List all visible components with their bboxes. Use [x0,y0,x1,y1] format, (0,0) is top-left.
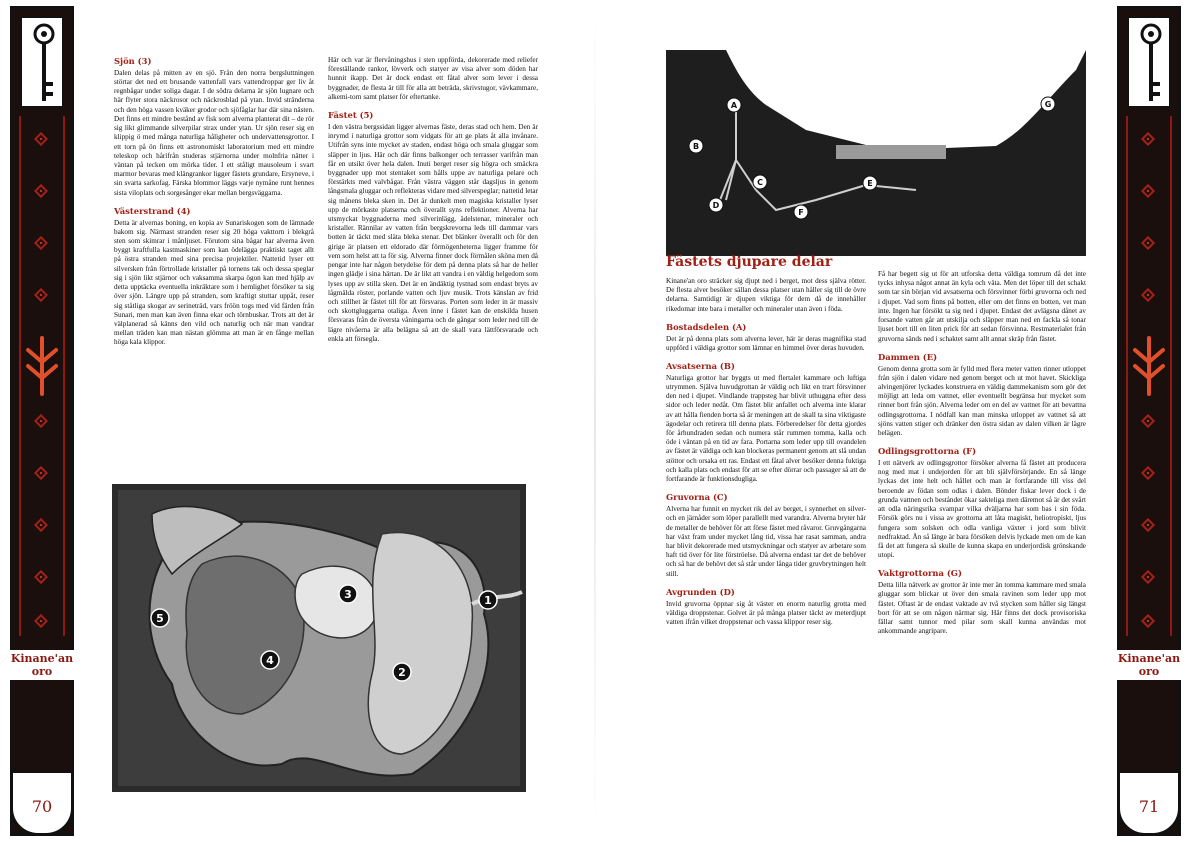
map-marker-f [794,205,808,219]
section-paragraph: Detta är alvernas boning, en kopia av Sunariskogen som de lämnade bakom sig. Närmast stranden reser sig 20 höga vakttorn i blekgrå sten som skimrar i månljuset. Förutom sina bågar har alverna även byggt kraftfulla kastmaskiner som kan ödelägga praktiskt taget allt på östra stranden med sina precisa projektiler. Nattetid lyser ett silversken från förtrollade kristaller på tornens tak och dessa speglar sig i sjön likt stjärnor och vaksamma skarpa ögon kan med hjälp av detta upptäcka eventuella inkräktare som i hemlighet försöker ta sig över sjön. Längre upp på stranden, som kraftigt stuttar uppåt, reser sig ståtliga skogar av serineträd, vars fröön togs med vid färden från Sunari, men man kan även finna ekar och törnbuskar. Trots att det är välplanerad så känns den vild och naturlig och när man vandrar mellan träden kan man nästan glömma att man är en fånge mellan höga kala klippor. [114,218,314,347]
map-marker-label: B [692,142,700,151]
key-icon [32,22,56,106]
right-page-column-1 [666,254,866,630]
section-heading: Odlingsgrottorna (F) [878,446,977,457]
section-heading: Vaktgrottorna (G) [878,568,962,579]
section-heading: Avgrunden (D) [666,586,735,597]
rune-icon [22,336,62,396]
diamond-ornament-icon [1141,466,1155,480]
diamond-ornament-icon [34,414,48,428]
diamond-ornament-icon [34,236,48,250]
right-page-column-2 [878,270,1086,639]
key-emblem [1127,16,1171,108]
map-marker-g [1041,97,1055,111]
cross-section-map [666,50,1086,256]
intro-paragraph: Här och var är flervåningshus i sten uppförda, dekorerade med reliefer föreställande rankor, lövverk och statyer av visa alver som döden har hunnit ikapp. Det är dock endast ett fåtal alver som lever i dessa byggnader, de flesta är till för alla att beträda, skrivstugor, vävkammare, alkemi-torn samt platser för eftertanke. [328,56,538,101]
section-heading: Bostadsdelen (A) [666,321,747,332]
running-title: Kinane'an oro [0,650,84,680]
page-number-box [1117,770,1181,836]
map-marker-5 [151,609,169,627]
section-paragraph: Dalen delas på mitten av en sjö. Från den norra bergsluttningen störtar det ned ett brusande vattenfall vars vattendroppar ger liv åt regnbågar under soliga dagar. I de södra delarna är sjön lugnare och här flyter stora näckrosor och näckrosblad på ytan. Invid stränderna och den höga vassen kväker grodor och sjöfåglar har där sina nästen. Det finns ett mindre bestånd av fisk som alverna planterat dit – de rör sig likt glimmande silverpilar strax under ytan. Ur sjön reser sig en klippig ö med många naturliga håligheter och undervattensgrottor. I ett torn på ön finns ett astronomiskt laboratorium med ett mindre teleskop och hårifrån studeras stjärnorna under molnfria nätter i väntan på tecken om mörka tider. I ett ståligt mausoleum i svart marmor bevaras med klängrankor ligger fästets grundare, Ersyneve, i sin svarta sarkofag. Färska blommor läggs varje nymåne runt hennes sista viloplats och sorgesånger ekar mellan bergsväggarna. [114,68,314,197]
left-page-column-1 [114,56,314,351]
diamond-ornament-icon [34,288,48,302]
section-heading: Dammen (E) [878,351,938,362]
diamond-ornament-icon [1141,132,1155,146]
map-marker-label: C [757,178,763,187]
map-marker-a [727,98,741,112]
section-paragraph: I den västra bergssidan ligger alvernas fäste, deras stad och hem. Den är inrymd i naturliga grottor som vidgats för att ge plats åt alla invånare. Utifrån syns inte mycket av staden, endast höga och smala gluggar som släpper in ljus. Här och där finns balkonger och terrasser varifrån man får en utsikt över hela dalen. Inuti berget reser sig högra och smäckra byggnader upp mot stentaket som hålls uppe av naturliga pelare och förstärkts med valvbågar. Från västra väggen står dagsljus in genom långsmala gluggar och reflekteras vidare med silverspeglar; nattetid letar sig månens bleka sken in. Det är dunkelt men magiska kristaller lyser upp de mörkaste platserna och överallt syns reflektioner. Alverna har utsmyckat byggnaderna med silverinlägg, ädelstenar, mineraler och kristaller. Rännilar av vatten från bergskrevorna leds till dammar vars botten är täckt med släta bleka stenar. Det blänker överallt och för den girige är platsen ett eldorado där förmögenheterna ligger framme för vem som helst att ta för sig. Alverna finner dock förmålen sköna men då pengar inte har någon betydelse för dem på denna plats så har de heller ingen glädje i sina härtan. De är likt att vandra i en väldig helgedom som lyses upp av stilla sken. Det är en ändäktig tystnad som endast bryts av lågmälda röster, porlande vatten och ljuv musik. Trots känslan av frid och stillhet är fästet till för att försvaras. Porten som leder in är massiv och skottgluggarna otaliga. Även inne i fästet kan de enskilda husen försvaras från de översta våningarna och de gångar som leder ned till de lägre nivåerna är alla belägna så att de skall vara lättförsvarade och enkla att försegla. [328,122,538,343]
cross-section-map-graphic [666,50,1086,256]
section-heading: Gruvorna (C) [666,492,728,503]
map-marker-2 [393,663,411,681]
map-marker-d [709,198,723,212]
map-marker-b [689,139,703,153]
diamond-ornament-icon [34,518,48,532]
map-marker-label: A [730,101,738,110]
section-heading: Västerstrand (4) [114,205,191,216]
valley-map [112,484,526,792]
map-marker-c [753,175,767,189]
key-icon [1139,22,1163,106]
left-page-column-2 [328,56,538,347]
diamond-ornament-icon [1141,184,1155,198]
intro-paragraph: Kinane'an oro sträcker sig djupt ned i berget, mot dess själva rötter. De flesta alver besöker sällan dessa platser utan håller sig till de övre delarna. Samtidigt är djupen viktiga för dem då de innehåller rikedomar inte bara i metaller och mineraler utan även i föda. [666,276,866,313]
diamond-ornament-icon [1141,614,1155,628]
page-number: 70 [31,797,53,816]
rune-icon [1129,336,1169,396]
right-side-banner [1113,6,1185,836]
diamond-ornament-icon [1141,414,1155,428]
map-marker-e [863,176,877,190]
map-marker-label: 5 [156,612,164,625]
left-side-banner [6,6,78,836]
map-marker-label: E [867,179,873,188]
diamond-ornament-icon [34,132,48,146]
intro-paragraph: Få har begett sig ut för att utforska detta väldiga tomrum då det inte tycks inhysa något annat än kyla och väta. Men det löper till det schakt som tar sin början vid avsatserna och försvinner förbi gruvorna och ned i djupet. Vad som finns på botten, eller om det finns en botten, vet man inte. Ingen har försökt ta sig ned i djupet. Endast det avlägsna dånet av forsande vatten går att utskilja och släpper man ned en fackla så tonar ljuset bort till en liten prick för att sedan försvinna. Restmaterialet från gruvorna sänds ned i schaktet samt allt annat skräp från fästet. [878,270,1086,343]
section-heading: Sjön (3) [114,56,152,66]
diamond-ornament-icon [34,614,48,628]
map-marker-4 [261,651,279,669]
map-marker-1 [479,591,497,609]
page-heading: Fästets djupare delar [666,254,833,270]
map-marker-label: D [712,201,720,210]
page-gutter [594,0,596,842]
diamond-ornament-icon [34,570,48,584]
section-heading: Fästet (5) [328,110,374,121]
diamond-ornament-icon [34,184,48,198]
map-marker-label: 2 [398,666,406,679]
page-number: 71 [1138,797,1160,816]
diamond-ornament-icon [34,466,48,480]
section-heading: Avsatserna (B) [666,360,735,371]
diamond-ornament-icon [1141,570,1155,584]
map-marker-3 [339,585,357,603]
section-paragraph: Det är på denna plats som alverna lever, här är deras magnifika stad uppförd i väldiga grottor som lämnar en himmel över deras huvuden. [666,334,866,352]
map-marker-label: 1 [484,594,492,607]
section-paragraph: Naturliga grottor har byggts ut med flertalet kammare och luftiga utrymmen. Själva huvudgrottan är väldig och likt en trart försvinner den ned i djupet. Vindlande trappsteg har blivit uthuggna efter dess sidor och leder nedåt. Om fästet blir anfallet och alverna inte klarar av att hålla fienden borta så är meningen att de skall ta sina viktigaste ägodelar och retirera till denna plats. Förberedelser för detta gjordes för århundraden sedan och numera står rummen tomma, kalla och öde i väntan på en tid av fara. Portarna som leder upp till ovandelen av fästet är väldiga och kan blockeras permanent genom att slå undan stöttor och orsaka ett ras. Endast ett fåtal alver besöker denna fuktiga och kalla plats och endast för att se efter dörrar och passager så att de fortfarande är funktionsdugliga. [666,373,866,484]
map-marker-label: 4 [266,654,274,667]
map-marker-label: G [1044,100,1052,109]
section-paragraph: Invid gruvorna öppnar sig åt väster en enorm naturlig grotta med väldiga droppstenar. Golvet är på många platser täckt av meterdjupt vatten ifrån vilket droppstenar och vassa klippor reser sig. [666,599,866,627]
section-paragraph: I ett nätverk av odlingsgrottor försöker alverna få fästet att producera nog med mat i undejorden för att bli självförsörjande. En så länge lyckas det inte helt och hållet och man är fortfarande till viss del beroende av födan som odlas i dalen. Bönder fiskar lever dock i de grunda vattnen och beståndet ökar sakteliga men däremot så är det svårt att odla näringsrika svampar vilka dväljarna har som bas i sin föda. Försök görs nu i vissa av grottorna att låta magiskt, heliotropiskt, ljus fungera som solsken och odla vanliga växter i jord som blivit nedfraktad. Än så länge är bara försöken delvis lyckade men om de kan få det att fungera så skulle de kunna skapa en underjordisk grönskande utopi. [878,459,1086,560]
running-title: Kinane'an oro [1107,650,1191,680]
section-paragraph: Alverna har funnit en mycket rik del av berget, i synnerhet en silver- och en järnåder som löper parallellt med varandra. Alverna bryter här de metaller de behöver för att förse fästet med råvaror. Gruvgångarna har växt fram under mycket lång tid, vissa har rasat samman, andra har blivit dekorerade med utsmyckningar och statyer av arbetare som haft tid över för lite förströelse. Då alverna endast tar det de behöver och så har de behövt det så står under långa tider gruvbrytningen helt still. [666,505,866,578]
diamond-ornament-icon [1141,288,1155,302]
section-paragraph: Detta lilla nätverk av grottor är inte mer än tomma kammare med smala gluggar som blickar ut över den smala ravinen som leder upp mot fästet. Oftast är de endast vaktade av två stycken som håller sig längst bort för att se om någon närmar sig. Här finns det dock provisoriska fällar samt tunnor med pilar som skall kunna användas mot ankommande angripare. [878,581,1086,636]
map-marker-label: 3 [344,588,352,601]
diamond-ornament-icon [1141,518,1155,532]
valley-map-graphic [112,484,526,792]
key-emblem [20,16,64,108]
page-number-box [10,770,74,836]
map-marker-label: F [798,208,804,217]
diamond-ornament-icon [1141,236,1155,250]
section-paragraph: Genom denna grotta som är fylld med flera meter vatten rinner utloppet från sjön i dalen vidare ned genom berget och ut mot havet. Skickliga alvingenjörer lyckades konstruera en väldig dammekanism som gör det möjligt att leda om vattnet, eller eventuellt begränsa hur mycket som rinner bort från sjön. Alverna leder om en del av vattnet för att bevattna odlingsgrottorna. I nödfall kan man minska utloppet av vattnet så att sjöns vatten stiger och dränker den östra sidan av dalen vilken är lägre belägen. [878,364,1086,438]
